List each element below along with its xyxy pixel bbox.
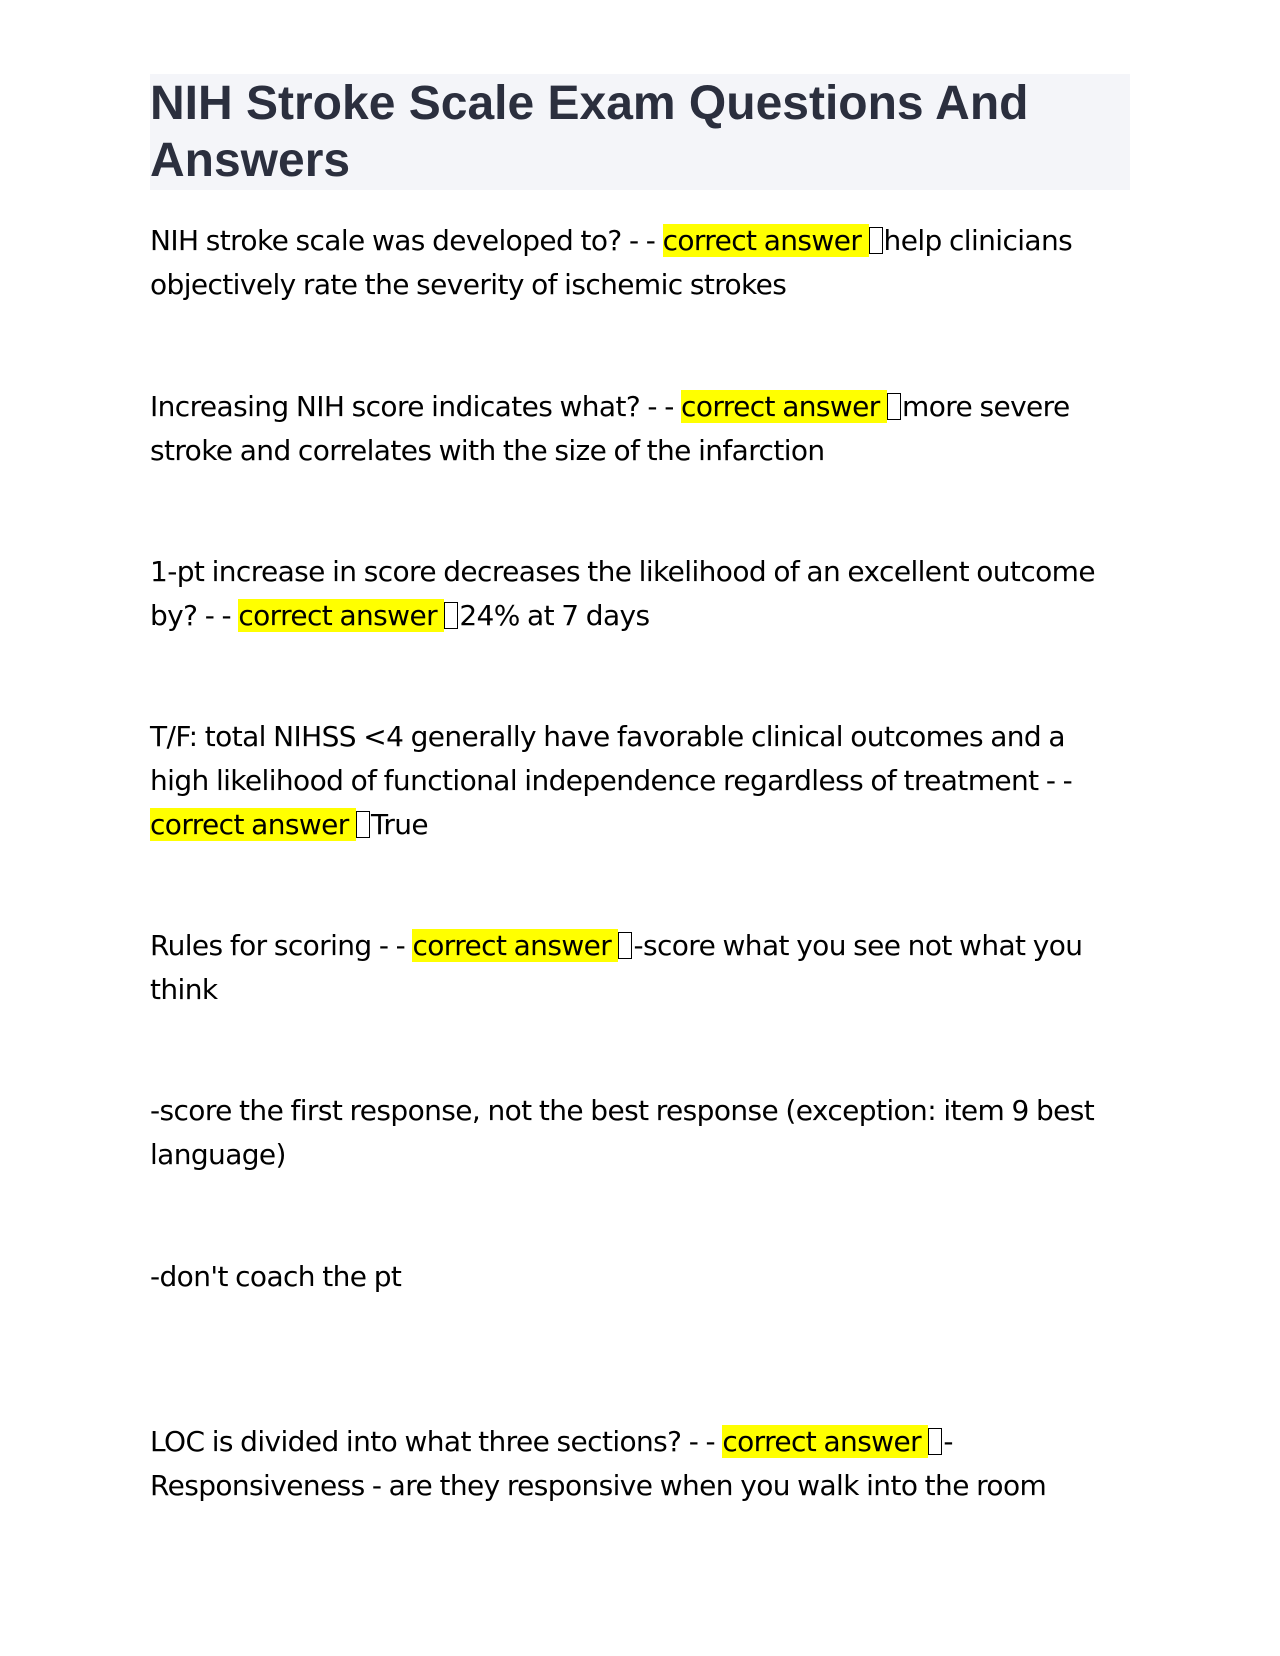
- correct-answer-label: correct answer: [662, 224, 869, 257]
- correct-answer-label: correct answer: [722, 1425, 929, 1458]
- correct-answer-label: correct answer: [681, 390, 888, 423]
- qa-item: [150, 219, 1130, 307]
- question-text: NIH stroke scale was developed to? - -: [150, 224, 663, 257]
- missing-glyph-icon: [444, 602, 458, 629]
- missing-glyph-icon: [887, 393, 901, 420]
- continuation-paragraph: -score the first response, not the best response (exception: item 9 best language): [150, 1094, 1095, 1171]
- qa-item: [150, 1420, 1130, 1508]
- correct-answer-label: correct answer: [412, 929, 619, 962]
- correct-answer-label: correct answer: [150, 808, 356, 841]
- answer-text: help clinicians objectively rate the severity of ischemic strokes: [150, 224, 1073, 301]
- answer-text: -score what you see not what you think: [150, 929, 1083, 1006]
- question-text: T/F: total NIHSS <4 generally have favorable clinical outcomes and a high likelihood of functional independence regardless of treatment - -: [150, 720, 1073, 797]
- missing-glyph-icon: [618, 932, 632, 959]
- question-text: LOC is divided into what three sections? - -: [150, 1425, 723, 1458]
- answer-text: True: [370, 808, 429, 841]
- document-title: NIH Stroke Scale Exam Questions And Answers: [150, 77, 1029, 187]
- question-text: Increasing NIH score indicates what? - -: [150, 390, 682, 423]
- title-banner: [150, 74, 1130, 190]
- question-text: 1-pt increase in score decreases the likelihood of an excellent outcome by? - -: [150, 555, 1095, 632]
- continuation-paragraph: -don't coach the pt: [150, 1260, 402, 1293]
- qa-item: [150, 715, 1130, 847]
- qa-item: [150, 924, 1130, 1012]
- answer-text: more severe stroke and correlates with the size of the infarction: [150, 390, 1070, 467]
- qa-item: [150, 550, 1130, 638]
- missing-glyph-icon: [928, 1428, 942, 1455]
- answer-text: 24% at 7 days: [459, 599, 650, 632]
- question-text: Rules for scoring - -: [150, 929, 413, 962]
- qa-item: [150, 385, 1130, 473]
- correct-answer-label: correct answer: [238, 599, 445, 632]
- document-page: [150, 74, 1130, 1502]
- answer-text: -Responsiveness - are they responsive when you walk into the room: [150, 1425, 1047, 1502]
- missing-glyph-icon: [356, 811, 370, 838]
- missing-glyph-icon: [869, 227, 883, 254]
